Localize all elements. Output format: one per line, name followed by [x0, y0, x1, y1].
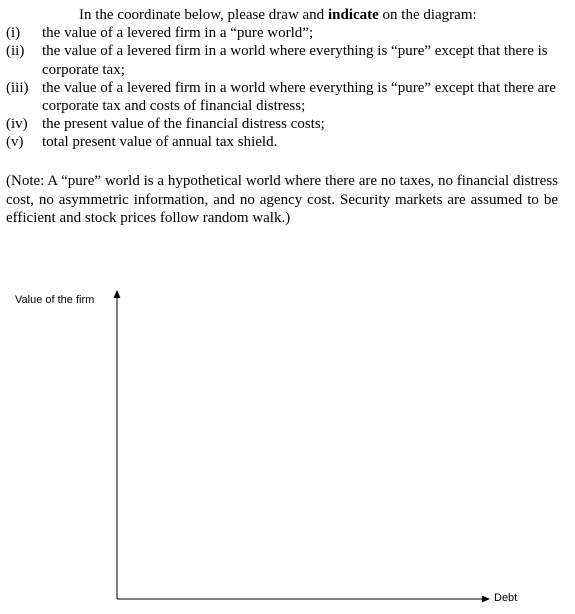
item-number: (iv) — [6, 116, 28, 133]
item-number: (v) — [6, 134, 24, 151]
x-axis-arrowhead — [482, 596, 490, 603]
intro-text-end: on the diagram: — [378, 7, 477, 23]
intro-text-start: In the coordinate below, please draw and — [79, 7, 328, 23]
item-number: (ii) — [6, 43, 25, 60]
item-number: (iii) — [6, 79, 29, 96]
item-text: the value of a levered firm in a “pure world”; — [42, 25, 314, 42]
x-axis-label: Debt — [494, 592, 518, 604]
item-text: the value of a levered firm in a world where everything is “pure” except that there is corporate tax; — [42, 43, 548, 78]
question-note: (Note: A “pure” world is a hypothetical world where there are no taxes, no financial distress cost, no asymmetric information, and no agency cost. Security markets are assumed to be efficient and stock prices follow random walk.) — [6, 173, 558, 226]
y-axis-arrowhead — [114, 290, 121, 298]
item-number: (i) — [6, 25, 21, 42]
item-text: total present value of annual tax shield. — [42, 134, 278, 151]
intro-emphasis: indicate — [327, 7, 379, 23]
y-axis-label: Value of the firm — [15, 294, 95, 306]
item-text: the value of a levered firm in a world where everything is “pure” except that there are corporate tax and costs of financial distress; — [42, 79, 556, 115]
item-text: the present value of the financial distress costs; — [42, 116, 325, 133]
